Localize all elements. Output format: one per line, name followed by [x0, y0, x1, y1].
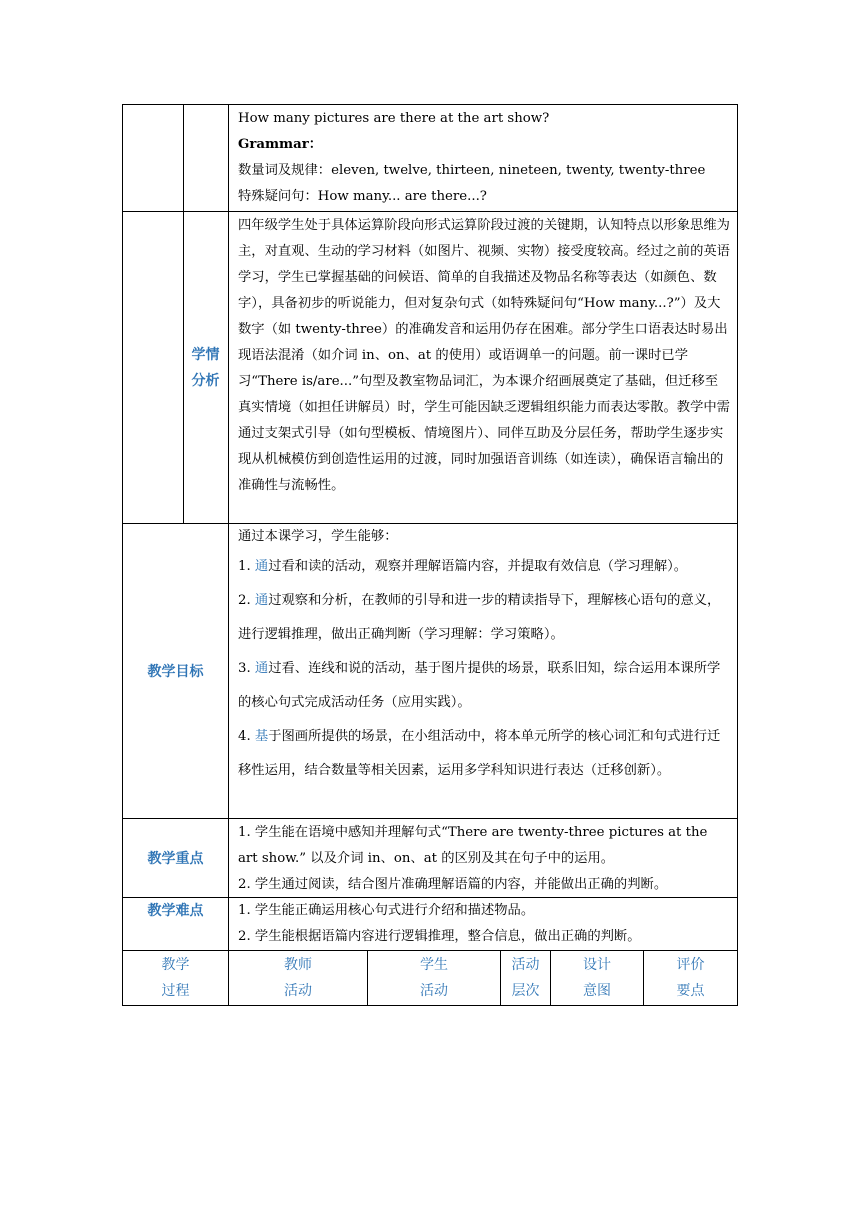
key-points-content	[229, 819, 737, 900]
empty-outer-cell	[123, 212, 184, 523]
objectives-row	[122, 524, 738, 819]
empty-outer-cell	[123, 105, 184, 211]
lesson-plan-table	[122, 104, 738, 1006]
grammar-heading: Grammar：	[238, 137, 323, 152]
difficulty-item: 1. 学生能正确运用核心句式进行介绍和描述物品。	[238, 903, 535, 918]
key-points-row	[122, 819, 738, 898]
header-activity-level: 活动 层次	[501, 951, 551, 1005]
header-teacher-activity: 教师 活动	[229, 951, 368, 1005]
process-header-row	[122, 951, 738, 1006]
key-point-item: 2. 学生通过阅读，结合图片准确理解语篇的内容，并能做出正确的判断。	[238, 877, 668, 892]
objective-item: 4. 基于图画所提供的场景，在小组活动中，将本单元所学的核心词汇和句式进行迁移性运用，结合数量等相关因素，运用多学科知识进行表达（迁移创新）。	[238, 729, 721, 778]
key-point-item: 1. 学生能在语境中感知并理解句式“There are twenty-three pictures at the art show.” 以及介词 in、on、at 的区别及其在句子中的运用。	[238, 825, 708, 866]
header-student-activity: 学生 活动	[368, 951, 501, 1005]
objectives-content	[229, 524, 737, 790]
difficulties-row	[122, 898, 738, 951]
difficulties-label: 教学难点	[123, 898, 229, 950]
numbers-line: 数量词及规律：eleven, twelve, thirteen, nineteen, twenty, twenty-three	[238, 163, 706, 178]
header-process: 教学 过程	[123, 951, 229, 1005]
difficulty-item: 2. 学生能根据语篇内容进行逻辑推理，整合信息，做出正确的判断。	[238, 929, 641, 944]
grammar-row	[122, 104, 738, 212]
key-points-label: 教学重点	[123, 819, 229, 897]
question-pattern-line: 特殊疑问句：How many... are there...?	[238, 189, 487, 204]
objectives-label: 教学目标	[123, 524, 229, 818]
learner-analysis-text: 四年级学生处于具体运算阶段向形式运算阶段过渡的关键期，认知特点以形象思维为主，对直观、生动的学习材料（如图片、视频、实物）接受度较高。经过之前的英语学习，学生已掌握基础的问候语、简单的自我描述及物品名称等表达（如颜色、数字），具备初步的听说能力，但对复杂句式（如特殊疑问句“How many...?”）及大数字（如 twenty-three）的准确发音和运用仍存在困难。部分学生口语表达时易出现语法混淆（如介词 in、on、at 的使用）或语调单一的问题。前一课时已学习“There is/are...”句型及教室物品词汇，为本课介绍画展奠定了基础，但迁移至真实情境（如担任讲解员）时，学生可能因缺乏逻辑组织能力而表达零散。教学中需通过支架式引导（如句型模板、情境图片）、同伴互助及分层任务，帮助学生逐步实现从机械模仿到创造性运用的过渡，同时加强语音训练（如连读），确保语言输出的准确性与流畅性。	[238, 218, 730, 493]
objectives-intro: 通过本课学习，学生能够：	[238, 529, 398, 544]
learner-analysis-row	[122, 212, 738, 524]
objective-item: 2. 通过观察和分析，在教师的引导和进一步的精读指导下，理解核心语句的意义，进行逻辑推理，做出正确判断（学习理解：学习策略）。	[238, 593, 721, 642]
objective-item: 1. 通过看和读的活动，观察并理解语篇内容，并提取有效信息（学习理解）。	[238, 559, 688, 574]
header-evaluation-points: 评价 要点	[676, 957, 705, 999]
grammar-content	[229, 105, 737, 212]
question-line: How many pictures are there at the art show?	[238, 111, 550, 126]
objective-item: 3. 通过看、连线和说的活动，基于图片提供的场景，联系旧知，综合运用本课所学的核心句式完成活动任务（应用实践）。	[238, 661, 721, 710]
empty-label-cell	[183, 105, 229, 211]
difficulties-content	[229, 898, 737, 952]
learner-analysis-label: 学情 分析	[183, 212, 229, 523]
header-design-intent: 设计 意图	[551, 951, 644, 1005]
